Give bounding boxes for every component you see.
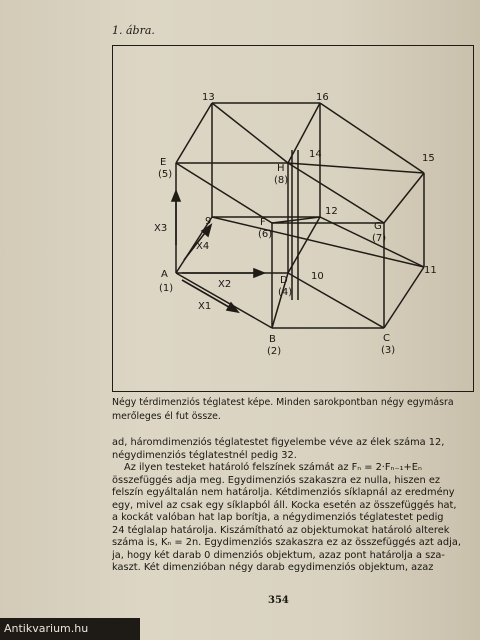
vertex-15-label: 15 [422,153,435,164]
body-line: ad, háromdimenziós téglatestet figyelembe véve az élek száma 12, [112,437,445,448]
body-line: 24 téglalap határolja. Kiszámítható az objektumokat határoló alterek [112,524,450,536]
vertex-d-number: (4) [278,287,293,298]
vertex-16-label: 16 [316,92,329,103]
tesseract-diagram [112,45,472,390]
axis-x4-label: X4 [196,241,210,252]
vertex-12-label: 12 [325,206,338,217]
vertex-e-number: (5) [158,169,173,180]
arrow-x3-icon [172,191,180,201]
body-line: a kockát valóban hat lap borítja, a négydimenziós téglatestet pedig [112,512,444,523]
vertex-d-label: D [280,275,288,286]
vertex-a-number: (1) [159,283,174,294]
figure-label: 1. ábra. [112,24,155,37]
body-line: egy, mivel az csak egy síklapból áll. Kocka esetén az összefüggés hat, [112,499,457,511]
axis-x1-label: X1 [198,301,212,312]
caption-line: merőleges él fut össze. [112,411,221,422]
vertex-9-label: 9 [205,216,212,227]
watermark: Antikvarium.hu [0,618,140,640]
page-number: 354 [268,595,289,606]
vertex-13-label: 13 [202,92,215,103]
caption-line: Négy térdimenziós téglatest képe. Minden sarokpontban négy egymásra [112,397,454,408]
body-line: összefüggés adja meg. Egydimenziós szakaszra ez nulla, hiszen ez [112,474,441,486]
body-line: ja, hogy két darab 0 dimenziós objektum, azaz pont határolja a sza- [112,549,445,561]
vertex-10-label: 10 [311,271,324,282]
vertex-c-number: (3) [381,345,396,356]
body-line: száma is, Kₙ = 2n. Egydimenziós szakaszra ez az összefüggés azt adja, [112,537,461,548]
vertex-f-label: F [260,217,266,228]
body-line: Az ilyen testeket határoló felszínek számát az Fₙ = 2·Fₙ₋₁+Eₙ [124,462,422,473]
vertex-14-label: 14 [309,149,322,160]
vertex-g-number: (7) [372,233,387,244]
arrow-x2-icon [254,269,264,277]
vertex-a-label: A [161,269,168,280]
vertex-e-label: E [160,157,167,168]
vertex-g-label: G [374,221,382,232]
body-text [112,437,480,575]
body-line: négydimenziós téglatestnél pedig 32. [112,449,297,461]
body-line: felszín egyáltalán nem határolja. Kétdimenziós síklapnál az eredmény [112,487,455,498]
body-line: kaszt. Két dimenzióban négy darab egydimenziós objektum, azaz [112,562,434,573]
vertex-b-number: (2) [267,346,282,357]
vertex-h-number: (8) [274,175,289,186]
vertex-f-number: (6) [258,229,273,240]
figure-caption [112,396,480,424]
axis-x2-label: X2 [218,279,232,290]
vertex-11-label: 11 [424,265,437,276]
vertex-b-label: B [269,334,276,345]
vertex-c-label: C [383,333,390,344]
vertex-h-label: H [277,163,285,174]
axis-x3-label: X3 [154,223,168,234]
diagram-edges [176,103,424,328]
